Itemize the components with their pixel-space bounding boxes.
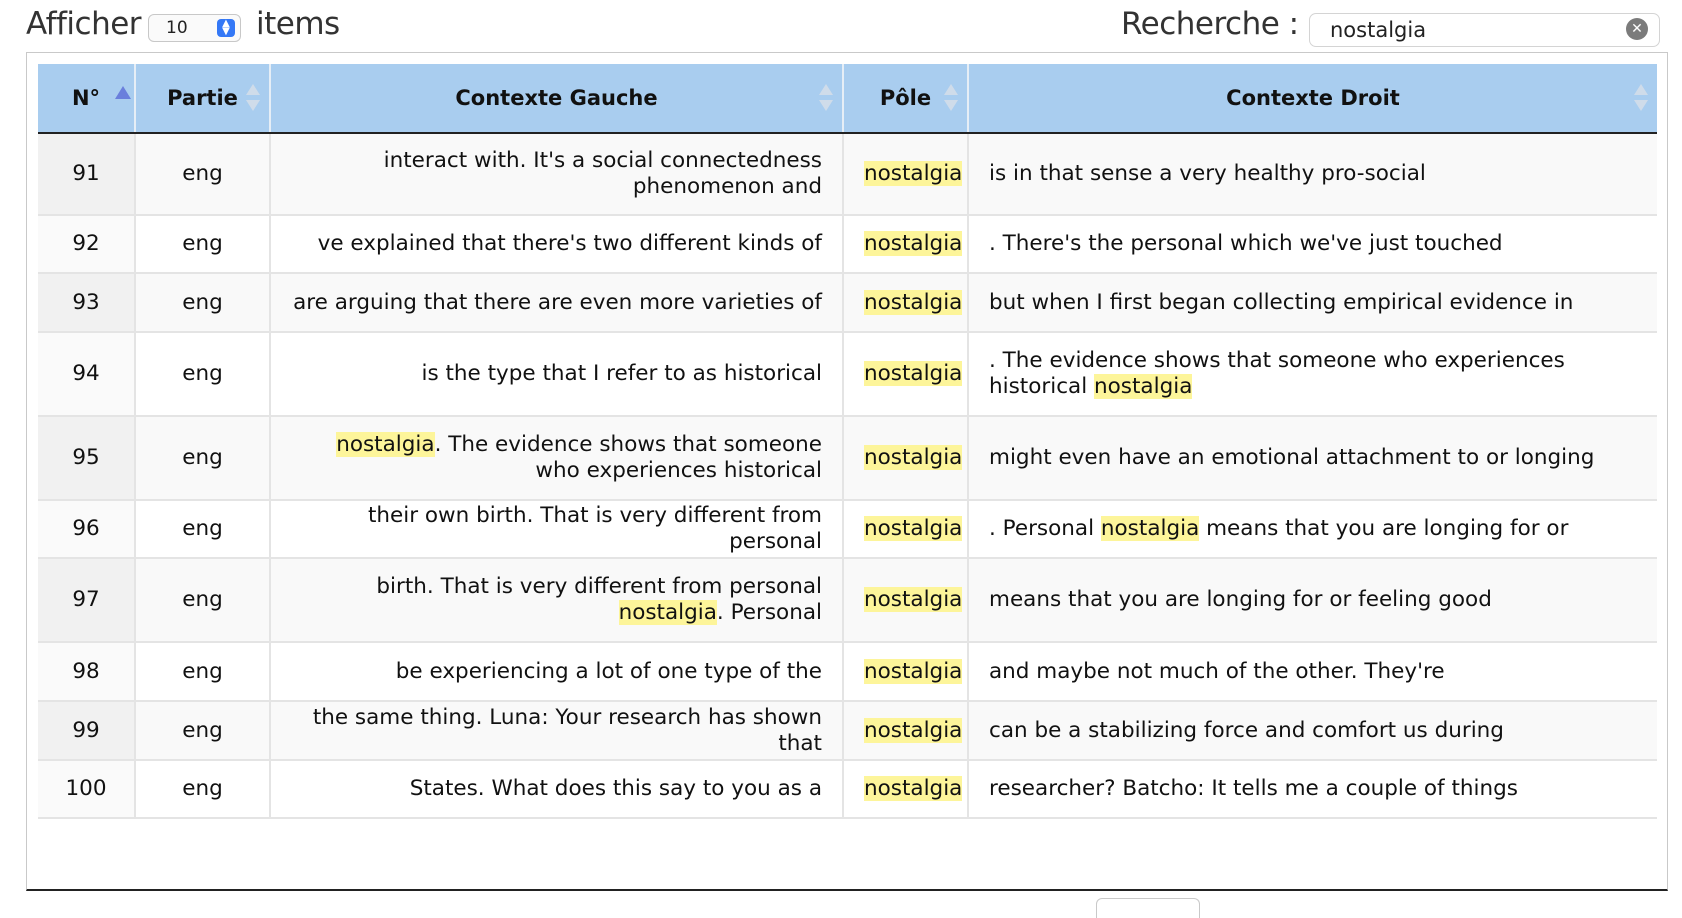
cell-pole <box>843 701 968 760</box>
cell-contexte-gauche: birth. That is very different from personal nostalgia. Personal <box>270 558 843 642</box>
cell-partie: eng <box>135 133 270 215</box>
cell-pole <box>843 760 968 818</box>
column-header-no[interactable] <box>38 64 135 133</box>
clear-search-icon[interactable]: ✕ <box>1626 18 1648 40</box>
cell-contexte-droit: and maybe not much of the other. They're <box>968 642 1657 701</box>
cell-no: 96 <box>38 500 135 558</box>
highlighted-term: nostalgia <box>864 161 963 186</box>
column-header-contexte-gauche[interactable] <box>270 64 843 133</box>
cell-pole <box>843 215 968 273</box>
cell-no: 99 <box>38 701 135 760</box>
table-row[interactable] <box>38 760 1657 818</box>
cell-contexte-gauche: States. What does this say to you as a <box>270 760 843 818</box>
table-row[interactable] <box>38 500 1657 558</box>
column-header-contexte-droit[interactable] <box>968 64 1657 133</box>
search-input[interactable] <box>1309 13 1660 47</box>
table-row[interactable] <box>38 642 1657 701</box>
cell-contexte-gauche: the same thing. Luna: Your research has shown that <box>270 701 843 760</box>
cell-no: 92 <box>38 215 135 273</box>
cell-contexte-droit: . There's the personal which we've just touched <box>968 215 1657 273</box>
cell-contexte-gauche: ve explained that there's two different kinds of <box>270 215 843 273</box>
cell-partie: eng <box>135 558 270 642</box>
cell-no: 95 <box>38 416 135 500</box>
column-header-pole[interactable] <box>843 64 968 133</box>
page-size-value: 10 <box>166 18 188 38</box>
cell-contexte-droit: . The evidence shows that someone who experiences historical nostalgia <box>968 332 1657 416</box>
items-label: items <box>256 6 340 42</box>
table-row[interactable] <box>38 215 1657 273</box>
table-header-row <box>38 64 1657 133</box>
cell-contexte-gauche: their own birth. That is very different from personal <box>270 500 843 558</box>
cell-pole <box>843 500 968 558</box>
cell-pole <box>843 642 968 701</box>
cell-contexte-droit: but when I first began collecting empirical evidence in <box>968 273 1657 332</box>
cell-contexte-droit: can be a stabilizing force and comfort us during <box>968 701 1657 760</box>
cell-contexte-droit: might even have an emotional attachment to or longing <box>968 416 1657 500</box>
highlighted-term: nostalgia <box>618 600 717 625</box>
cell-no: 97 <box>38 558 135 642</box>
cell-partie: eng <box>135 701 270 760</box>
cell-partie: eng <box>135 642 270 701</box>
highlighted-term: nostalgia <box>864 516 963 541</box>
column-header-label: Contexte Droit <box>1226 86 1400 110</box>
page-size-select[interactable] <box>148 14 241 42</box>
sort-icon <box>1634 84 1648 112</box>
cell-pole <box>843 133 968 215</box>
table-row[interactable] <box>38 701 1657 760</box>
table-row[interactable] <box>38 133 1657 215</box>
cell-partie: eng <box>135 215 270 273</box>
sort-icon <box>246 84 260 112</box>
highlighted-term: nostalgia <box>864 776 963 801</box>
cell-pole <box>843 273 968 332</box>
cell-partie: eng <box>135 416 270 500</box>
highlighted-term: nostalgia <box>1094 374 1193 399</box>
cell-no: 91 <box>38 133 135 215</box>
select-arrows-icon: ▲ ▼ <box>217 19 235 37</box>
show-entries-label: Afficher <box>26 6 142 42</box>
cell-partie: eng <box>135 760 270 818</box>
cell-contexte-droit: means that you are longing for or feeling good <box>968 558 1657 642</box>
cell-contexte-droit: . Personal nostalgia means that you are longing for or <box>968 500 1657 558</box>
cell-contexte-gauche: are arguing that there are even more varieties of <box>270 273 843 332</box>
highlighted-term: nostalgia <box>1100 516 1200 541</box>
column-header-label: Partie <box>167 86 238 110</box>
cell-partie: eng <box>135 273 270 332</box>
cell-contexte-gauche: is the type that I refer to as historical <box>270 332 843 416</box>
column-header-partie[interactable] <box>135 64 270 133</box>
highlighted-term: nostalgia <box>864 587 963 612</box>
cell-partie: eng <box>135 332 270 416</box>
column-header-label: Pôle <box>879 86 932 110</box>
cell-no: 98 <box>38 642 135 701</box>
highlighted-term: nostalgia <box>864 658 963 684</box>
cell-contexte-droit: is in that sense a very healthy pro-social <box>968 133 1657 215</box>
cell-pole <box>843 416 968 500</box>
cell-no: 94 <box>38 332 135 416</box>
search-label: Recherche : <box>1121 6 1299 42</box>
column-header-label: Contexte Gauche <box>455 86 658 110</box>
column-header-label: N° <box>71 86 101 110</box>
table-row[interactable] <box>38 332 1657 416</box>
cell-no: 100 <box>38 760 135 818</box>
table-body <box>38 133 1657 818</box>
cell-pole <box>843 332 968 416</box>
highlighted-term: nostalgia <box>864 289 963 315</box>
concordance-table <box>38 64 1657 819</box>
cell-contexte-gauche: nostalgia. The evidence shows that someone who experiences historical <box>270 416 843 500</box>
table-row[interactable] <box>38 416 1657 500</box>
sort-icon <box>944 84 958 112</box>
cell-contexte-gauche: interact with. It's a social connectedness phenomenon and <box>270 133 843 215</box>
sort-icon <box>819 84 833 112</box>
highlighted-term: nostalgia <box>864 717 963 743</box>
cell-partie: eng <box>135 500 270 558</box>
cell-no: 93 <box>38 273 135 332</box>
highlighted-term: nostalgia <box>336 432 435 457</box>
highlighted-term: nostalgia <box>864 445 963 470</box>
cell-contexte-droit: researcher? Batcho: It tells me a couple of things <box>968 760 1657 818</box>
pagination-button[interactable] <box>1096 898 1200 918</box>
table-controls <box>0 0 1682 52</box>
cell-pole <box>843 558 968 642</box>
highlighted-term: nostalgia <box>864 361 963 386</box>
highlighted-term: nostalgia <box>864 231 963 256</box>
table-row[interactable] <box>38 273 1657 332</box>
sort-ascending-icon <box>115 86 131 99</box>
table-row[interactable] <box>38 558 1657 642</box>
cell-contexte-gauche: be experiencing a lot of one type of the <box>270 642 843 701</box>
